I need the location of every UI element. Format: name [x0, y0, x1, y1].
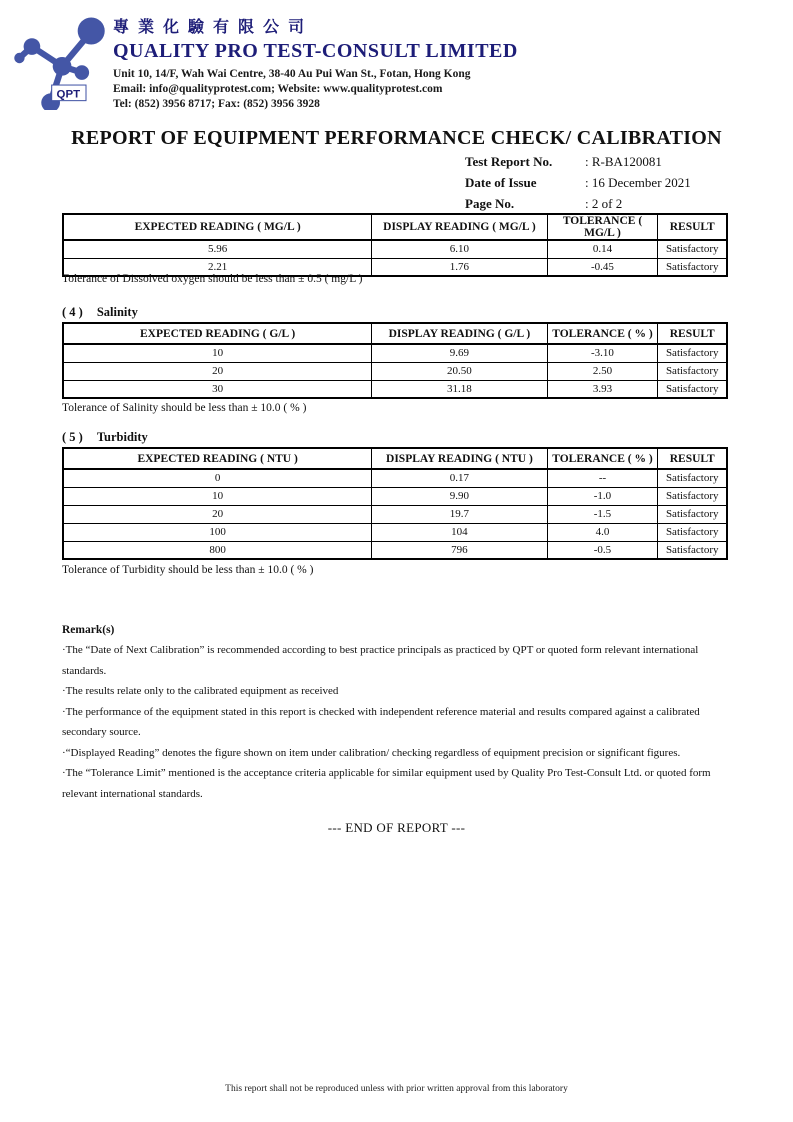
section-5-name: Turbidity: [96, 430, 148, 444]
table-cell: Satisfactory: [658, 240, 727, 258]
table-row: [63, 469, 727, 487]
table-row: [63, 541, 727, 559]
date-of-issue-value: : 16 December 2021: [585, 175, 691, 190]
table-cell: Satisfactory: [658, 380, 727, 398]
report-info-row: [465, 151, 691, 172]
display-reading-header: DISPLAY READING ( G/L ): [372, 323, 547, 344]
table-cell: 0: [63, 469, 372, 487]
table-cell: -0.45: [547, 258, 658, 276]
test-report-no-label: Test Report No.: [465, 154, 553, 169]
table-cell: 100: [63, 523, 372, 541]
table-cell: 20: [63, 362, 372, 380]
table-header-row: [63, 323, 727, 344]
dissolved-oxygen-table: [62, 213, 728, 277]
table-row: [63, 380, 727, 398]
end-of-report-marker: --- END OF REPORT ---: [327, 820, 466, 835]
report-info-row: [465, 172, 691, 193]
table-cell: 800: [63, 541, 372, 559]
page-title: REPORT OF EQUIPMENT PERFORMANCE CHECK/ CALIBRATION: [71, 127, 722, 149]
table-cell: -1.0: [547, 487, 658, 505]
company-name-chinese: 專業化驗有限公司: [113, 19, 314, 36]
tel-fax-line: Tel: (852) 3956 8717; Fax: (852) 3956 3928: [113, 98, 320, 110]
remark-item: ·The “Date of Next Calibration” is recommended according to best practice principals as practiced by QPT or quoted form relevant international standards.: [62, 644, 699, 677]
logo-qpt-label: QPT: [56, 88, 81, 101]
table-cell: -0.5: [547, 541, 658, 559]
table-cell: Satisfactory: [658, 541, 727, 559]
table-row: [63, 362, 727, 380]
section-5-number: ( 5 ): [62, 430, 83, 444]
company-address: [113, 67, 518, 112]
table-cell: Satisfactory: [658, 362, 727, 380]
table-cell: 104: [372, 523, 547, 541]
table-cell: -1.5: [547, 505, 658, 523]
table-cell: Satisfactory: [658, 469, 727, 487]
remark-item: ·The “Tolerance Limit” mentioned is the acceptance criteria applicable for similar equipment used by Quality Pro Test-Consult Ltd. or quoted form relevant international standards.: [62, 767, 711, 800]
display-reading-header: DISPLAY READING ( MG/L ): [372, 214, 547, 240]
remarks-list: [62, 640, 734, 804]
table-cell: Satisfactory: [658, 505, 727, 523]
date-of-issue-label: Date of Issue: [465, 175, 537, 190]
section-4-heading: [62, 305, 138, 320]
table-cell: Satisfactory: [658, 487, 727, 505]
remark-item: ·The results relate only to the calibrated equipment as received: [62, 685, 339, 697]
turbidity-tolerance-note: Tolerance of Turbidity should be less than ± 10.0 ( % ): [62, 564, 314, 576]
table-cell: 6.10: [372, 240, 547, 258]
table-row: [63, 487, 727, 505]
table-cell: 4.0: [547, 523, 658, 541]
table-cell: 0.17: [372, 469, 547, 487]
dissolved-oxygen-tolerance-note: Tolerance of Dissolved oxygen should be less than ± 0.5 ( mg/L ): [62, 273, 363, 285]
company-logo-molecule-icon: [8, 6, 112, 110]
tolerance-header: TOLERANCE ( % ): [547, 323, 658, 344]
table-cell: 19.7: [372, 505, 547, 523]
table-cell: 30: [63, 380, 372, 398]
table-cell: 5.96: [63, 240, 372, 258]
test-report-no-value: : R-BA120081: [585, 154, 662, 169]
company-name-english: QUALITY PRO TEST-CONSULT LIMITED: [113, 40, 518, 62]
display-reading-header: DISPLAY READING ( NTU ): [372, 448, 547, 469]
table-cell: -3.10: [547, 344, 658, 362]
table-cell: 9.69: [372, 344, 547, 362]
tolerance-header: TOLERANCE ( % ): [547, 448, 658, 469]
expected-reading-header: EXPECTED READING ( NTU ): [63, 448, 372, 469]
page-no-label: Page No.: [465, 196, 515, 211]
table-cell: 2.50: [547, 362, 658, 380]
report-info-row: [465, 193, 691, 214]
table-cell: 3.93: [547, 380, 658, 398]
expected-reading-header: EXPECTED READING ( MG/L ): [63, 214, 372, 240]
salinity-tolerance-note: Tolerance of Salinity should be less than ± 10.0 ( % ): [62, 402, 307, 414]
table-cell: 20: [63, 505, 372, 523]
tolerance-header: TOLERANCE ( MG/L ): [547, 214, 658, 240]
salinity-table: [62, 322, 728, 399]
table-cell: 10: [63, 487, 372, 505]
table-cell: 20.50: [372, 362, 547, 380]
table-row: [63, 240, 727, 258]
report-info-block: [465, 151, 691, 214]
remarks-section: [62, 624, 734, 804]
table-cell: 31.18: [372, 380, 547, 398]
table-row: [63, 523, 727, 541]
footer-disclaimer: This report shall not be reproduced unless with prior written approval from this laboratory: [225, 1084, 568, 1094]
table-header-row: [63, 448, 727, 469]
table-cell: 2.21: [63, 258, 372, 276]
expected-reading-header: EXPECTED READING ( G/L ): [63, 323, 372, 344]
table-cell: Satisfactory: [658, 523, 727, 541]
table-cell: Satisfactory: [658, 344, 727, 362]
table-cell: Satisfactory: [658, 258, 727, 276]
email-website-line: Email: info@qualityprotest.com; Website: www.qualityprotest.com: [113, 83, 443, 95]
table-cell: 0.14: [547, 240, 658, 258]
turbidity-table: [62, 447, 728, 560]
section-4-name: Salinity: [96, 305, 138, 319]
section-5-heading: [62, 430, 148, 445]
table-header-row: [63, 214, 727, 240]
table-cell: --: [547, 469, 658, 487]
table-cell: 1.76: [372, 258, 547, 276]
letterhead: [113, 14, 518, 112]
result-header: RESULT: [658, 323, 727, 344]
table-cell: 10: [63, 344, 372, 362]
remarks-heading: Remark(s): [62, 624, 115, 636]
remark-item: ·The performance of the equipment stated in this report is checked with independent reference material and results compared against a calibrated secondary source.: [62, 705, 700, 738]
table-row: [63, 344, 727, 362]
result-header: RESULT: [658, 214, 727, 240]
address-line: Unit 10, 14/F, Wah Wai Centre, 38-40 Au Pui Wan St., Fotan, Hong Kong: [113, 68, 471, 80]
table-cell: 796: [372, 541, 547, 559]
table-cell: 9.90: [372, 487, 547, 505]
remark-item: ·“Displayed Reading” denotes the figure shown on item under calibration/ checking regardless of equipment precision or significant figures.: [62, 746, 681, 759]
result-header: RESULT: [658, 448, 727, 469]
section-4-number: ( 4 ): [62, 305, 83, 319]
page-no-value: : 2 of 2: [585, 196, 623, 211]
table-row: [63, 505, 727, 523]
